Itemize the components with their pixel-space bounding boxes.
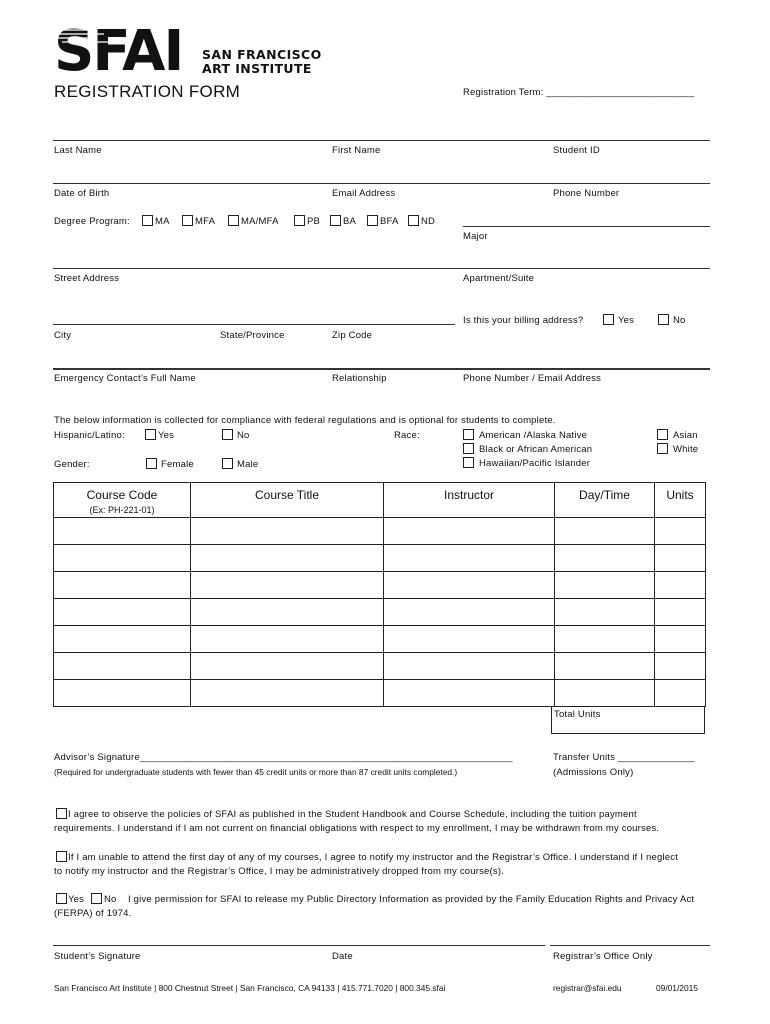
ferpa-text-line1: I give permission for SFAI to release my Public Directory Information as provided by the Family Education Rights and Privacy Act — [128, 894, 695, 905]
instructor-cell[interactable] — [384, 653, 555, 680]
day-time-cell[interactable] — [555, 545, 655, 572]
gender-male-label: Male — [237, 459, 259, 470]
degree-ma-mfa-checkbox[interactable] — [228, 215, 239, 226]
degree-ma-mfa-label: MA/MFA — [241, 216, 279, 227]
attendance-text-line2: to notify my instructor and the Registrar’s Office, I may be administratively dropped from my course(s). — [54, 866, 505, 877]
course-row — [54, 572, 706, 599]
course-code-cell[interactable] — [54, 680, 191, 707]
policy-agree-checkbox[interactable] — [56, 808, 67, 819]
gender-male-checkbox[interactable] — [222, 458, 233, 469]
course-row — [54, 626, 706, 653]
billing-no-label: No — [673, 315, 686, 326]
race-native-checkbox[interactable] — [463, 429, 474, 440]
course-code-header: Course Code (Ex: PH-221-01) — [54, 483, 191, 518]
race-hawaiian-checkbox[interactable] — [463, 457, 474, 468]
advisor-note: (Required for undergraduate students with fewer than 45 credit units or more than 87 credit units completed.) — [54, 767, 458, 777]
policy-text-line1: I agree to observe the policies of SFAI as published in the Student Handbook and Course Schedule, including the tuition payment — [68, 809, 637, 820]
institute-name-line2: ART INSTITUTE — [202, 61, 312, 76]
billing-yes-checkbox[interactable] — [603, 314, 614, 325]
ferpa-yes-checkbox[interactable] — [56, 893, 67, 904]
registrar-line[interactable] — [550, 945, 710, 946]
transfer-units-field[interactable]: Transfer Units ______________ — [553, 752, 695, 763]
dob-row-line[interactable] — [53, 183, 710, 184]
zip-code-label: Zip Code — [332, 330, 373, 341]
degree-bfa-checkbox[interactable] — [367, 215, 378, 226]
degree-program-label: Degree Program: — [54, 216, 130, 227]
day-time-cell[interactable] — [555, 518, 655, 545]
name-row-line[interactable] — [53, 140, 710, 141]
admissions-only-note: (Admissions Only) — [553, 767, 634, 778]
race-white-label: White — [673, 444, 699, 455]
registration-term-field[interactable]: Registration Term: ___________________________ — [463, 87, 695, 98]
date-label: Date — [332, 951, 353, 962]
policy-text-line2: requirements. I understand if I am not current on financial obligations with respect to my enrollment, I may be withdrawn from my courses. — [54, 823, 660, 834]
total-units-label: Total Units — [554, 709, 601, 720]
attendance-text-line1: If I am unable to attend the first day of any of my courses, I agree to notify my instructor and the Registrar’s Office. I understand if I neglect — [68, 852, 679, 863]
gender-female-checkbox[interactable] — [146, 458, 157, 469]
billing-address-question: Is this your billing address? — [463, 315, 584, 326]
degree-bfa-label: BFA — [380, 216, 399, 227]
hispanic-label: Hispanic/Latino: — [54, 430, 125, 441]
hispanic-yes-label: Yes — [158, 430, 175, 441]
course-title-header: Course Title — [191, 483, 384, 518]
units-cell[interactable] — [655, 545, 706, 572]
advisor-signature-field[interactable]: Advisor’s Signature____________________________________________________________________ — [54, 752, 513, 763]
race-asian-label: Asian — [673, 430, 698, 441]
major-line[interactable] — [463, 226, 710, 227]
instructor-header: Instructor — [384, 483, 555, 518]
units-cell[interactable] — [655, 653, 706, 680]
units-cell[interactable] — [655, 518, 706, 545]
course-code-cell[interactable] — [54, 572, 191, 599]
units-cell[interactable] — [655, 626, 706, 653]
race-label: Race: — [394, 430, 420, 441]
day-time-cell[interactable] — [555, 680, 655, 707]
ferpa-no-checkbox[interactable] — [91, 893, 102, 904]
last-name-label: Last Name — [54, 145, 102, 156]
course-title-cell[interactable] — [191, 572, 384, 599]
course-code-cell[interactable] — [54, 626, 191, 653]
units-header: Units — [655, 483, 706, 518]
gender-female-label: Female — [161, 459, 194, 470]
instructor-cell[interactable] — [384, 599, 555, 626]
degree-ma-label: MA — [155, 216, 170, 227]
course-title-cell[interactable] — [191, 626, 384, 653]
course-code-cell[interactable] — [54, 653, 191, 680]
phone-email-label: Phone Number / Email Address — [463, 373, 602, 384]
total-units-cell[interactable] — [551, 706, 705, 734]
footer-revision-date: 09/01/2015 — [656, 983, 698, 993]
race-native-label: American /Alaska Native — [479, 430, 588, 441]
instructor-cell[interactable] — [384, 545, 555, 572]
degree-nd-label: ND — [421, 216, 436, 227]
race-hawaiian-label: Hawaiian/Pacific Islander — [479, 458, 591, 469]
day-time-cell[interactable] — [555, 572, 655, 599]
course-table-header-row — [54, 483, 706, 518]
degree-ma-checkbox[interactable] — [142, 215, 153, 226]
degree-mfa-label: MFA — [195, 216, 216, 227]
instructor-cell[interactable] — [384, 680, 555, 707]
state-province-label: State/Province — [220, 330, 285, 341]
registrar-office-label: Registrar’s Office Only — [553, 951, 653, 962]
course-table — [53, 482, 706, 707]
course-row — [54, 680, 706, 707]
gender-label: Gender: — [54, 459, 90, 470]
course-code-cell[interactable] — [54, 518, 191, 545]
billing-no-checkbox[interactable] — [658, 314, 669, 325]
units-cell[interactable] — [655, 572, 706, 599]
course-title-cell[interactable] — [191, 680, 384, 707]
footer-email: registrar@sfai.edu — [553, 983, 622, 993]
city-label: City — [54, 330, 72, 341]
course-row — [54, 653, 706, 680]
degree-pb-label: PB — [307, 216, 321, 227]
course-title-cell[interactable] — [191, 599, 384, 626]
race-black-label: Black or African American — [479, 444, 593, 455]
instructor-cell[interactable] — [384, 518, 555, 545]
apartment-suite-label: Apartment/Suite — [463, 273, 535, 284]
race-asian-checkbox[interactable] — [657, 429, 668, 440]
sfai-logo — [54, 26, 194, 74]
race-white-checkbox[interactable] — [657, 443, 668, 454]
billing-yes-label: Yes — [618, 315, 635, 326]
degree-mfa-checkbox[interactable] — [182, 215, 193, 226]
course-code-cell[interactable] — [54, 599, 191, 626]
relationship-label: Relationship — [332, 373, 387, 384]
hispanic-no-label: No — [237, 430, 250, 441]
street-address-label: Street Address — [54, 273, 120, 284]
course-row — [54, 545, 706, 572]
date-of-birth-label: Date of Birth — [54, 188, 110, 199]
emergency-row-line[interactable] — [53, 368, 710, 370]
race-black-checkbox[interactable] — [463, 443, 474, 454]
major-label: Major — [463, 231, 488, 242]
first-name-label: First Name — [332, 145, 381, 156]
ferpa-no-label: No — [104, 894, 117, 905]
course-title-cell[interactable] — [191, 518, 384, 545]
course-title-cell[interactable] — [191, 545, 384, 572]
degree-ba-label: BA — [343, 216, 357, 227]
form-title: REGISTRATION FORM — [54, 82, 241, 101]
svg-text:SFAI: SFAI — [54, 26, 183, 74]
units-cell[interactable] — [655, 680, 706, 707]
course-code-example: (Ex: PH-221-01) — [89, 505, 155, 515]
instructor-cell[interactable] — [384, 626, 555, 653]
institute-name-line1: SAN FRANCISCO — [202, 47, 322, 62]
day-time-cell[interactable] — [555, 599, 655, 626]
phone-number-label: Phone Number — [553, 188, 620, 199]
course-row — [54, 599, 706, 626]
city-row-line[interactable] — [53, 324, 455, 325]
ferpa-text-line2: (FERPA) of 1974. — [54, 908, 132, 919]
student-id-label: Student ID — [553, 145, 600, 156]
units-cell[interactable] — [655, 599, 706, 626]
student-signature-label: Student’s Signature — [54, 951, 141, 962]
footer-address: San Francisco Art Institute | 800 Chestnut Street | San Francisco, CA 94133 | 415.771.7020 | 800.345.sfai — [54, 983, 446, 993]
instructor-cell[interactable] — [384, 572, 555, 599]
attendance-agree-checkbox[interactable] — [56, 851, 67, 862]
degree-nd-checkbox[interactable] — [408, 215, 419, 226]
hispanic-yes-checkbox[interactable] — [145, 429, 156, 440]
course-title-cell[interactable] — [191, 653, 384, 680]
course-row — [54, 518, 706, 545]
course-code-cell[interactable] — [54, 545, 191, 572]
degree-ba-checkbox[interactable] — [330, 215, 341, 226]
student-signature-line[interactable] — [53, 945, 545, 946]
day-time-cell[interactable] — [555, 626, 655, 653]
email-address-label: Email Address — [332, 188, 396, 199]
day-time-header: Day/Time — [555, 483, 655, 518]
day-time-cell[interactable] — [555, 653, 655, 680]
hispanic-no-checkbox[interactable] — [222, 429, 233, 440]
emergency-contact-label: Emergency Contact’s Full Name — [54, 373, 196, 384]
demographics-intro: The below information is collected for compliance with federal regulations and is optional for students to complete. — [54, 415, 556, 426]
ferpa-yes-label: Yes — [68, 894, 85, 905]
address-row-line[interactable] — [53, 268, 710, 269]
degree-pb-checkbox[interactable] — [294, 215, 305, 226]
